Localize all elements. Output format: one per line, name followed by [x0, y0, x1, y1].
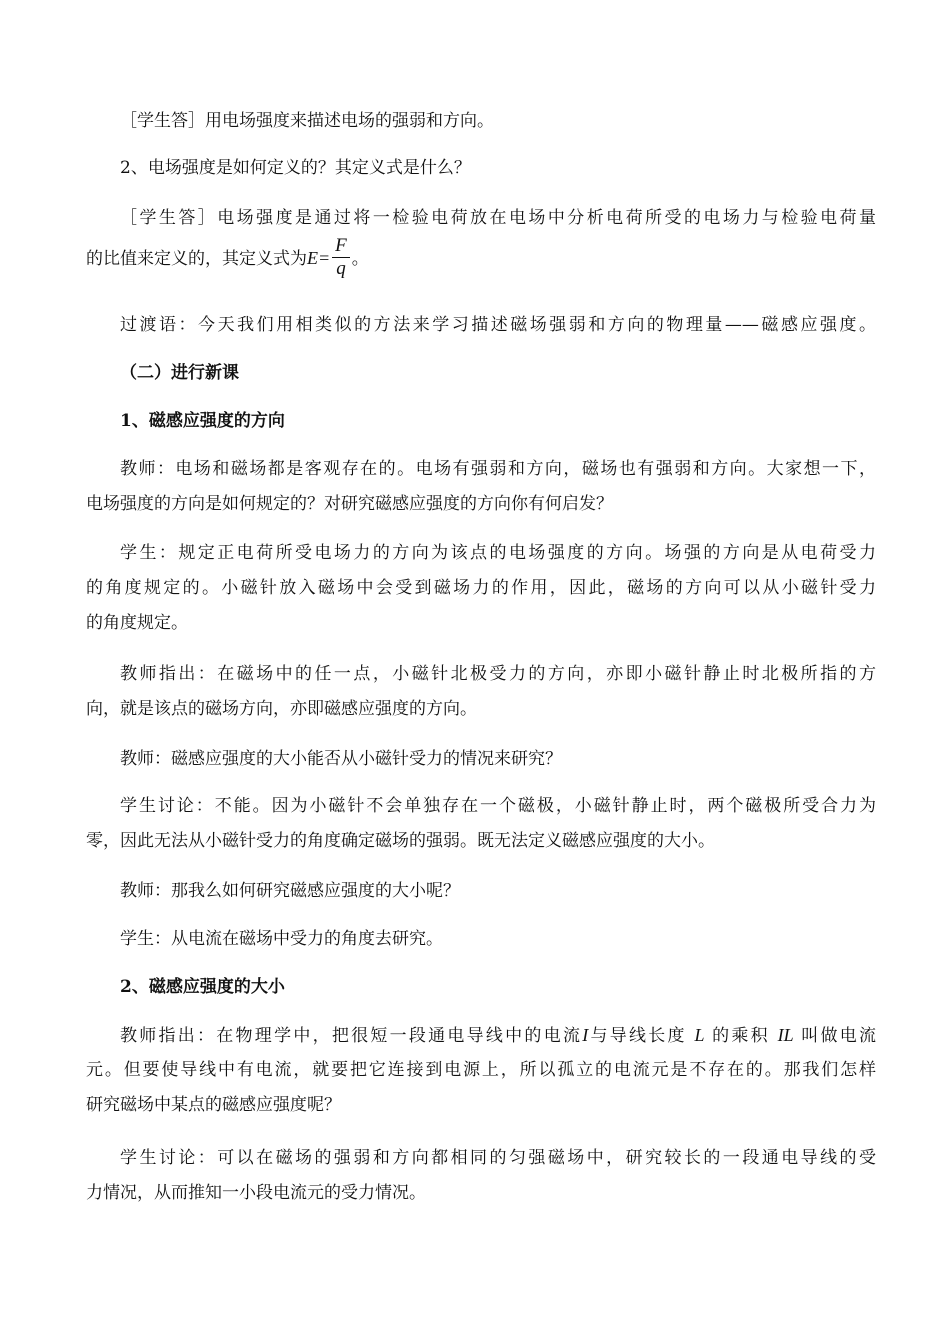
text-fragment: 。	[351, 249, 369, 269]
fraction-numerator: F	[335, 236, 347, 256]
paragraph-student-answer-1	[86, 104, 876, 139]
text-line: 教师指出：在磁场中的任一点，小磁针北极受力的方向，亦即小磁针静止时北极所指的方	[120, 664, 876, 684]
symbol-length: L	[694, 1025, 705, 1045]
symbol-current: I	[582, 1025, 589, 1045]
text-fragment: 与导线长度	[588, 1026, 687, 1046]
text-fragment: 的乘积	[712, 1026, 770, 1046]
text-line: 的角度规定的。小磁针放入磁场中会受到磁场力的作用，因此，磁场的方向可以从小磁针受力	[86, 578, 876, 598]
paragraph-teacher-2	[86, 742, 876, 777]
text-line: ［学生答］电场强度是通过将一检验电荷放在电场中分析电荷所受的电场力与检验电荷量	[120, 208, 876, 228]
section-heading-new-lesson	[86, 356, 876, 391]
heading-text: 2、磁感应强度的大小	[120, 977, 285, 997]
text-line: 向，就是该点的磁场方向，亦即磁感应强度的方向。	[86, 699, 477, 719]
heading-text: 1、磁感应强度的方向	[120, 411, 285, 431]
text-line: 2、电场强度是如何定义的？其定义式是什么？	[120, 158, 471, 178]
text-line: 教师：电场和磁场都是客观存在的。电场有强弱和方向，磁场也有强弱和方向。大家想一下，	[120, 459, 876, 479]
text-line: 力情况，从而推知一小段电流元的受力情况。	[86, 1183, 426, 1203]
text-line: 电场强度的方向是如何规定的？对研究磁感应强度的方向你有何启发？	[86, 494, 613, 514]
text-line: 学生讨论：不能。因为小磁针不会单独存在一个磁极，小磁针静止时，两个磁极所受合力为	[120, 796, 876, 816]
text-line: 学生：从电流在磁场中受力的角度去研究。	[120, 929, 443, 949]
text-line: 学生：规定正电荷所受电场力的方向为该点的电场强度的方向。场强的方向是从电荷受力	[120, 543, 876, 563]
text-fragment: 的比值来定义的，其定义式为	[86, 249, 307, 269]
text-line: 的角度规定。	[86, 613, 188, 633]
paragraph-student-1	[86, 536, 876, 641]
paragraph-transition	[86, 308, 876, 343]
paragraph-teacher-point-1	[86, 657, 876, 727]
paragraph-teacher-point-2	[86, 1018, 876, 1123]
fraction-formula	[332, 236, 350, 280]
paragraph-teacher-1	[86, 452, 876, 522]
text-line: 研究磁场中某点的磁感应强度呢？	[86, 1095, 341, 1115]
heading-text: （二）进行新课	[120, 363, 239, 383]
text-line: ［学生答］用电场强度来描述电场的强弱和方向。	[120, 111, 494, 131]
section-heading-magnitude	[86, 970, 876, 1005]
formula-lhs: E=	[307, 248, 331, 268]
paragraph-teacher-3	[86, 874, 876, 909]
paragraph-student-discussion-2	[86, 1141, 876, 1211]
paragraph-student-answer-2	[86, 201, 876, 280]
text-line: 学生讨论：可以在磁场的强弱和方向都相同的匀强磁场中，研究较长的一段通电导线的受	[120, 1148, 876, 1168]
text-line: 零，因此无法从小磁针受力的角度确定磁场的强弱。既无法定义磁感应强度的大小。	[86, 831, 715, 851]
text-line-with-formula	[86, 236, 876, 280]
symbol-current-element: IL	[777, 1025, 794, 1045]
text-line: 教师：那我么如何研究磁感应强度的大小呢？	[120, 881, 460, 901]
text-line: 元。但要使导线中有电流，就要把它连接到电源上，所以孤立的电流元是不存在的。那我们怎样	[86, 1060, 876, 1080]
paragraph-student-2	[86, 922, 876, 957]
paragraph-student-discussion-1	[86, 789, 876, 859]
text-line: 过渡语：今天我们用相类似的方法来学习描述磁场强弱和方向的物理量——磁感应强度。	[120, 315, 876, 335]
text-fragment: 教师指出：在物理学中，把很短一段通电导线中的电流	[120, 1026, 583, 1046]
fraction-denominator: q	[332, 257, 350, 280]
text-fragment: 叫做电流	[801, 1026, 876, 1046]
text-line: 教师：磁感应强度的大小能否从小磁针受力的情况来研究？	[120, 749, 562, 769]
paragraph-question-2	[86, 151, 876, 186]
text-line-with-symbols	[86, 1018, 876, 1053]
section-heading-direction	[86, 404, 876, 439]
